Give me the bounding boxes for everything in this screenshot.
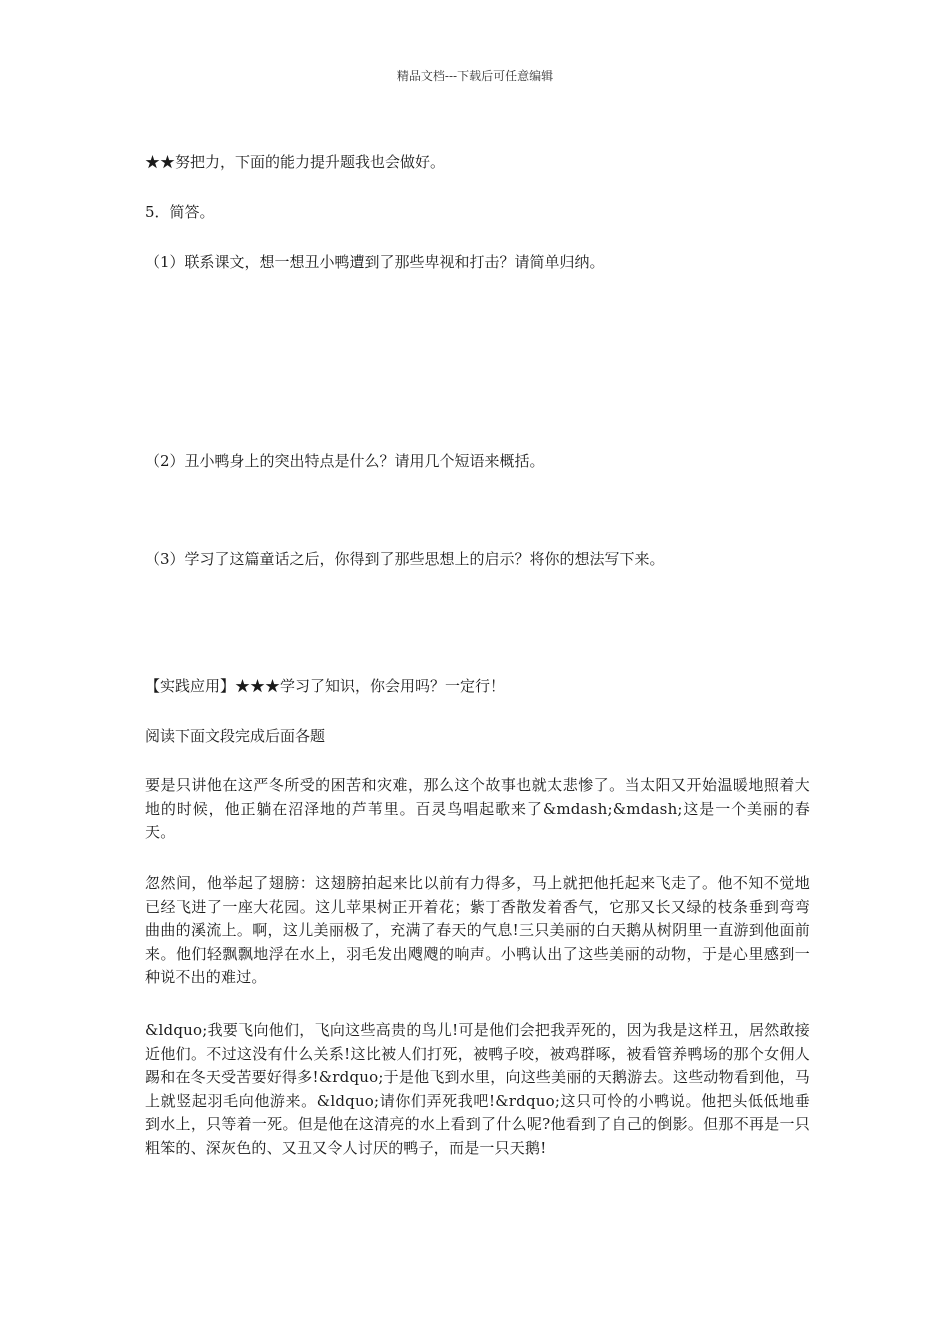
passage-paragraph-3: &ldquo;我要飞向他们，飞向这些高贵的鸟儿!可是他们会把我弄死的，因为我是这样丑，居然敢接近他们。不过这没有什么关系!这比被人们打死，被鸭子咬，被鸡群啄，被看管养鸭场的那个女佣人踢和在冬天受苦要好得多!&rdquo;于是他飞到水里，向这些美丽的天鹅游去。这些动物看到他，马上就竖起羽毛向他游来。&ldquo;请你们弄死我吧!&rdquo;这只可怜的小鸭说。他把头低低地垂到水上，只等着一死。但是他在这清亮的水上看到了什么呢?他看到了自己的倒影。但那不再是一只粗笨的、深灰色的、又丑又令人讨厌的鸭子，而是一只天鹅!: [145, 1021, 810, 1157]
passage-paragraph-1: 要是只讲他在这严冬所受的困苦和灾难，那么这个故事也就太悲惨了。当太阳又开始温暖地照着大地的时候，他正躺在沼泽地的芦苇里。百灵鸟唱起歌来了&mdash;&mdash;这是一个美丽的春天。: [145, 776, 810, 841]
question-5-2: （2）丑小鸭身上的突出特点是什么？请用几个短语来概括。: [145, 452, 545, 470]
question-5-title: 5．简答。: [145, 203, 215, 221]
reading-instruction: 阅读下面文段完成后面各题: [145, 727, 326, 745]
passage-paragraph-2: 忽然间，他举起了翅膀：这翅膀拍起来比以前有力得多，马上就把他托起来飞走了。他不知不觉地已经飞进了一座大花园。这儿苹果树正开着花；紫丁香散发着香气，它那又长又绿的枝条垂到弯弯曲曲的溪流上。啊，这儿美丽极了，充满了春天的气息!三只美丽的白天鹅从树阴里一直游到他面前来。他们轻飘飘地浮在水上，羽毛发出飕飕的响声。小鸭认出了这些美丽的动物，于是心里感到一种说不出的难过。: [145, 874, 810, 986]
page-header: 精品文档---下载后可任意编辑: [396, 69, 554, 83]
question-5-3: （3）学习了这篇童话之后，你得到了那些思想上的启示？将你的想法写下来。: [145, 550, 665, 568]
practice-heading: 【实践应用】★★★学习了知识，你会用吗？一定行！: [145, 677, 506, 695]
encouragement-line: ★★努把力，下面的能力提升题我也会做好。: [145, 153, 446, 171]
question-5-1: （1）联系课文，想一想丑小鸭遭到了那些卑视和打击？请简单归纳。: [145, 253, 605, 271]
